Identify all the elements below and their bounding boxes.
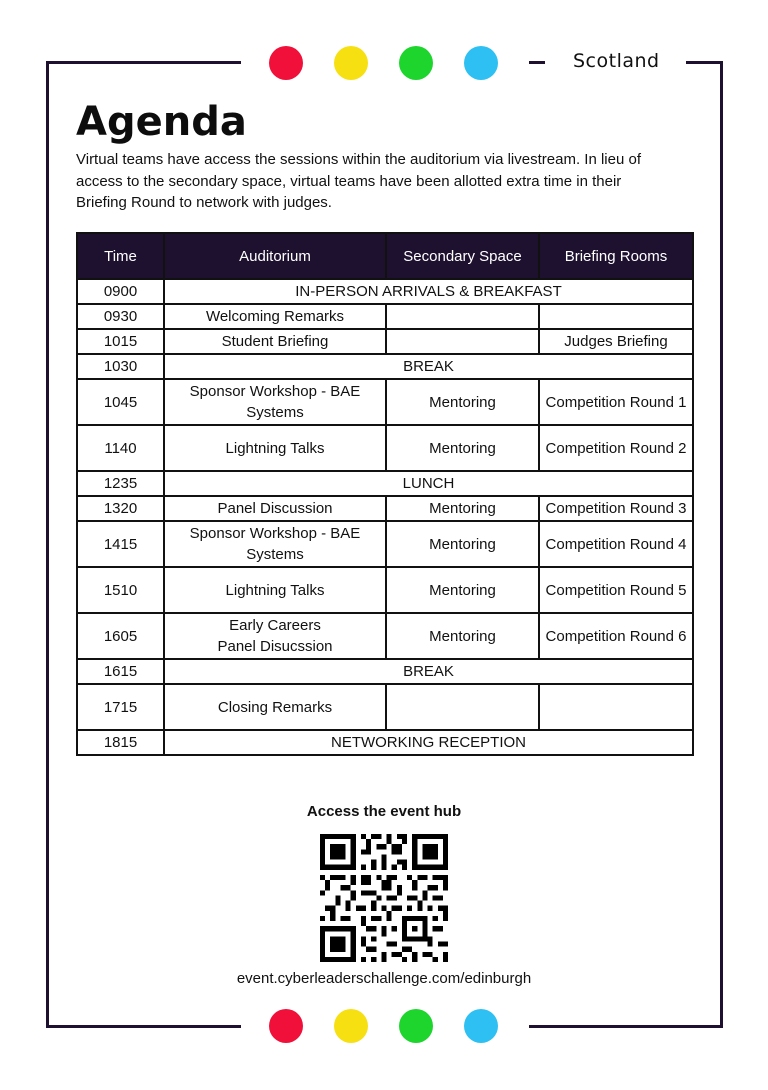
- briefing-cell: Competition Round 2: [539, 425, 693, 471]
- secondary-cell: Mentoring: [386, 613, 539, 659]
- briefing-cell: [539, 304, 693, 329]
- red-dot-bottom: [269, 1009, 303, 1043]
- table-row: [77, 684, 693, 730]
- secondary-cell: Mentoring: [386, 567, 539, 613]
- secondary-cell: Mentoring: [386, 521, 539, 567]
- qr-code-icon[interactable]: [320, 834, 448, 962]
- header-auditorium: Auditorium: [164, 233, 386, 279]
- yellow-dot-top: [334, 46, 368, 80]
- secondary-cell: Mentoring: [386, 496, 539, 521]
- green-dot-bottom: [399, 1009, 433, 1043]
- table-row: [77, 496, 693, 521]
- auditorium-cell: Early Careers Panel Disucssion: [164, 613, 386, 659]
- auditorium-cell: Closing Remarks: [164, 684, 386, 730]
- time-cell: 1235: [77, 471, 164, 496]
- time-cell: 1015: [77, 329, 164, 354]
- time-cell: 0930: [77, 304, 164, 329]
- time-cell: 1605: [77, 613, 164, 659]
- table-row: [77, 354, 693, 379]
- table-row: [77, 613, 693, 659]
- header-briefing-rooms: Briefing Rooms: [539, 233, 693, 279]
- time-cell: 1140: [77, 425, 164, 471]
- event-hub-url[interactable]: event.cyberleaderschallenge.com/edinburgh: [236, 970, 532, 987]
- briefing-cell: Competition Round 4: [539, 521, 693, 567]
- briefing-cell: Judges Briefing: [539, 329, 693, 354]
- frame-top-right-line: [686, 61, 723, 64]
- header-time: Time: [77, 233, 164, 279]
- table-row: [77, 379, 693, 425]
- time-cell: 1615: [77, 659, 164, 684]
- secondary-cell: [386, 684, 539, 730]
- page-title: Agenda: [76, 99, 247, 145]
- auditorium-cell: Panel Discussion: [164, 496, 386, 521]
- span-cell: IN-PERSON ARRIVALS & BREAKFAST: [164, 279, 693, 304]
- time-cell: 1030: [77, 354, 164, 379]
- event-hub-title: Access the event hub: [306, 803, 462, 820]
- table-row: [77, 521, 693, 567]
- table-row: [77, 659, 693, 684]
- briefing-cell: Competition Round 6: [539, 613, 693, 659]
- table-row: [77, 567, 693, 613]
- table-row: [77, 279, 693, 304]
- briefing-cell: Competition Round 1: [539, 379, 693, 425]
- yellow-dot-bottom: [334, 1009, 368, 1043]
- briefing-cell: [539, 684, 693, 730]
- frame-bottom-right-line: [529, 1025, 723, 1028]
- auditorium-cell: Welcoming Remarks: [164, 304, 386, 329]
- secondary-cell: [386, 304, 539, 329]
- secondary-cell: [386, 329, 539, 354]
- span-cell: BREAK: [164, 354, 693, 379]
- intro-paragraph: Virtual teams have access the sessions within the auditorium via livestream. In lieu of access to the secondary space, virtual teams have been allotted extra time in their Briefing Round to network with judges.: [76, 151, 641, 211]
- auditorium-cell: Sponsor Workshop - BAE Systems: [164, 379, 386, 425]
- auditorium-cell: Lightning Talks: [164, 425, 386, 471]
- time-cell: 1415: [77, 521, 164, 567]
- auditorium-cell: Student Briefing: [164, 329, 386, 354]
- frame-left-line: [46, 61, 49, 1027]
- secondary-cell: Mentoring: [386, 379, 539, 425]
- frame-right-line: [720, 61, 723, 1027]
- briefing-cell: Competition Round 5: [539, 567, 693, 613]
- span-cell: NETWORKING RECEPTION: [164, 730, 693, 755]
- frame-top-dash: [529, 61, 545, 64]
- region-label: Scotland: [573, 50, 660, 72]
- time-cell: 1045: [77, 379, 164, 425]
- auditorium-cell: Lightning Talks: [164, 567, 386, 613]
- frame-top-left-line: [46, 61, 241, 64]
- red-dot-top: [269, 46, 303, 80]
- frame-bottom-left-line: [46, 1025, 241, 1028]
- green-dot-top: [399, 46, 433, 80]
- table-row: [77, 329, 693, 354]
- span-cell: BREAK: [164, 659, 693, 684]
- table-row: [77, 730, 693, 755]
- table-row: [77, 304, 693, 329]
- time-cell: 0900: [77, 279, 164, 304]
- agenda-table: [76, 232, 694, 756]
- span-cell: LUNCH: [164, 471, 693, 496]
- auditorium-cell: Sponsor Workshop - BAE Systems: [164, 521, 386, 567]
- blue-dot-top: [464, 46, 498, 80]
- time-cell: 1815: [77, 730, 164, 755]
- blue-dot-bottom: [464, 1009, 498, 1043]
- secondary-cell: Mentoring: [386, 425, 539, 471]
- time-cell: 1320: [77, 496, 164, 521]
- table-header-row: [77, 233, 693, 279]
- briefing-cell: Competition Round 3: [539, 496, 693, 521]
- table-row: [77, 425, 693, 471]
- time-cell: 1510: [77, 567, 164, 613]
- table-row: [77, 471, 693, 496]
- time-cell: 1715: [77, 684, 164, 730]
- header-secondary-space: Secondary Space: [386, 233, 539, 279]
